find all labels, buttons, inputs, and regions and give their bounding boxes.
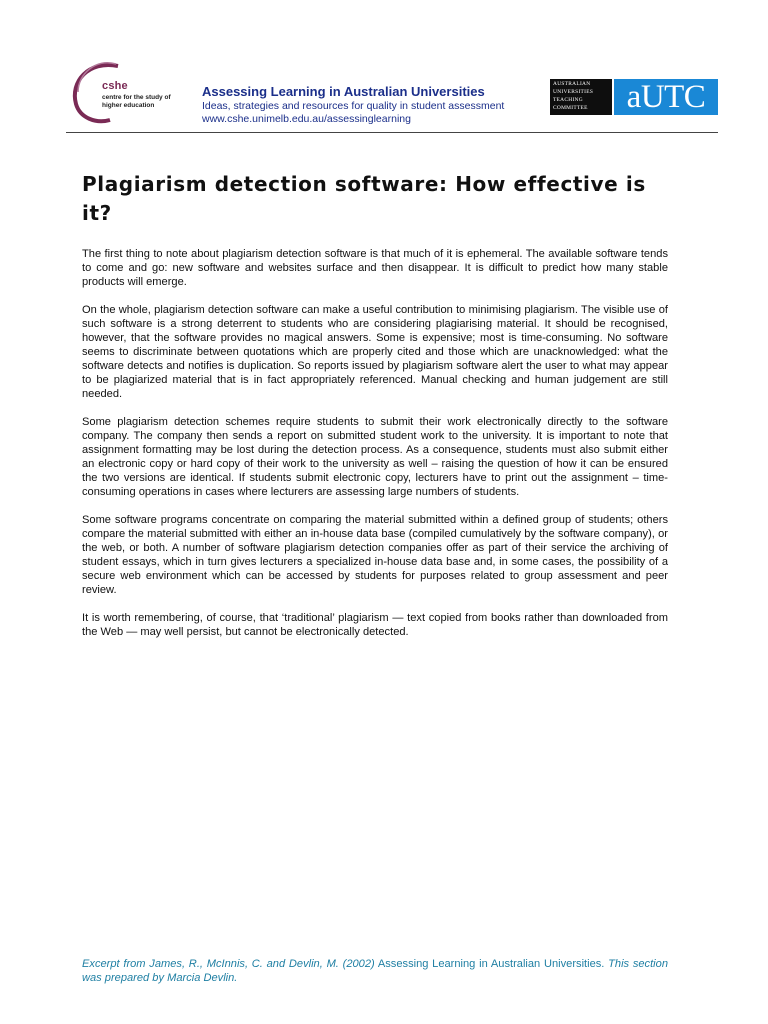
page-title: Plagiarism detection software: How effective is it? [82, 172, 646, 225]
page-header [66, 56, 718, 133]
paragraph: It is worth remembering, of course, that ‘traditional’ plagiarism — text copied from books rather than downloaded from the Web — may well persist, but cannot be electronically detected. [82, 612, 668, 638]
autc-logo [550, 79, 718, 115]
article-body [82, 247, 668, 653]
header-text [202, 84, 552, 126]
autc-logo-mark: aUTC [614, 79, 718, 115]
paragraph: Some software programs concentrate on comparing the material submitted within a defined group of students; others compare the material submitted with either an in-house data base (compiled cumulatively by the software company), or the web, or both. A number of software plagiarism detection companies offer as part of their service the archiving of student essays, which in turn gives lecturers a specialized in-house data base and, in some cases, the possibility of a secure web environment which can be accessed by students for purposes related to group assessment and peer review. [82, 514, 668, 596]
cshe-logo [66, 56, 196, 128]
header-title: Assessing Learning in Australian Universities [202, 84, 485, 99]
citation-credit: This section was prepared by Marcia Devlin. [82, 958, 668, 984]
citation-authors: Excerpt from James, R., McInnis, C. and Devlin, M. (2002) [82, 958, 375, 970]
paragraph: The first thing to note about plagiarism detection software is that much of it is ephemeral. The available software tends to come and go: new software and websites surface and then disappear. It is difficult to predict how many stable products will emerge. [82, 248, 668, 288]
autc-logo-caption: AUSTRALIAN UNIVERSITIES TEACHING COMMITTEE [550, 79, 612, 115]
cshe-logo-subtitle: centre for the study of higher education [102, 94, 171, 109]
header-subtitle: Ideas, strategies and resources for quality in student assessment [202, 100, 505, 112]
citation-title: Assessing Learning in Australian Universities. [374, 958, 605, 970]
cshe-swoosh-icon [66, 56, 196, 128]
citation-footer [82, 957, 668, 985]
cshe-logo-name: cshe [102, 80, 128, 92]
paragraph: On the whole, plagiarism detection software can make a useful contribution to minimising plagiarism. The visible use of such software is a strong deterrent to students who are considering plagiarising material. It should be recognised, however, that the software provides no magical answers. Some is expensive; most is time-consuming. No software seems to discriminate between quotations which are properly cited and those which are unacknowledged: what the software detects and notifies is duplication. So reports issued by plagiarism software alert the user to what may appear to be plagiarized material that is in fact appropriately referenced. Manual checking and human judgement are still needed. [82, 304, 668, 400]
paragraph: Some plagiarism detection schemes require students to submit their work electronically directly to the software company. The company then sends a report on submitted student work to the university. It is important to note that assignment formatting may be lost during the detection process. As a consequence, students must also submit either an electronic copy or hard copy of their work to the university as well – raising the question of how it can be ensured the two versions are identical. If students submit electronic copy, lecturers have to print out the assignment – time-consuming operations in cases where lecturers are assessing large numbers of students. [82, 416, 668, 498]
header-url[interactable]: www.cshe.unimelb.edu.au/assessinglearning [202, 113, 411, 125]
